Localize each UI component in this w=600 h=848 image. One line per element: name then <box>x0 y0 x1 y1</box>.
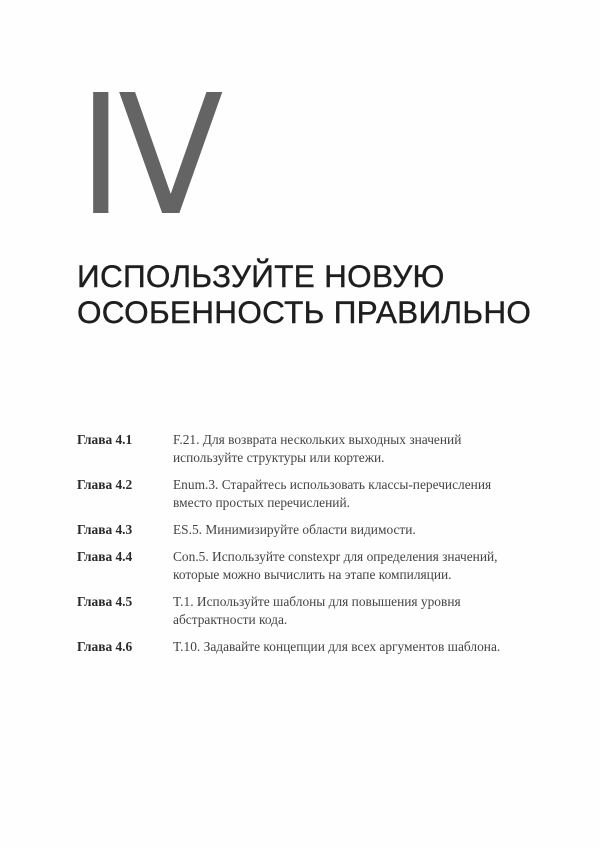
part-title-line-1: ИСПОЛЬЗУЙТЕ НОВУЮ <box>77 258 445 294</box>
chapter-description-line: T.1. Используйте шаблоны для повышения уровня <box>173 594 461 609</box>
chapter-item-4-1 <box>77 431 537 467</box>
part-title <box>77 258 557 330</box>
chapter-item-4-2 <box>77 476 537 512</box>
part-number: IV <box>78 60 218 253</box>
chapter-item-4-4 <box>77 548 537 584</box>
part-title-line-2: ОСОБЕННОСТЬ ПРАВИЛЬНО <box>77 294 532 330</box>
chapter-label: Глава 4.5 <box>77 594 133 609</box>
chapter-item-4-3 <box>77 521 537 539</box>
chapter-description-line: вместо простых перечислений. <box>173 495 350 510</box>
chapter-description-line: T.10. Задавайте концепции для всех аргументов шаблона. <box>173 639 501 654</box>
chapter-label: Глава 4.3 <box>77 522 133 537</box>
chapter-description-line: Con.5. Используйте constexpr для определения значений, <box>173 549 498 564</box>
chapter-description-line: используйте структуры или кортежи. <box>173 450 385 465</box>
chapter-description <box>173 548 537 584</box>
chapter-label: Глава 4.6 <box>77 639 133 654</box>
chapter-description-line: абстрактности кода. <box>173 612 288 627</box>
chapter-list <box>77 431 537 665</box>
chapter-item-4-5 <box>77 593 537 629</box>
chapter-description <box>173 476 537 512</box>
chapter-label: Глава 4.4 <box>77 549 133 564</box>
chapter-description-line: которые можно вычислить на этапе компиляции. <box>173 567 452 582</box>
chapter-label: Глава 4.2 <box>77 477 133 492</box>
chapter-description <box>173 638 537 656</box>
chapter-label: Глава 4.1 <box>77 432 133 447</box>
chapter-item-4-6 <box>77 638 537 656</box>
chapter-description-line: F.21. Для возврата нескольких выходных значений <box>173 432 462 447</box>
chapter-description-line: Enum.3. Старайтесь использовать классы-перечисления <box>173 477 492 492</box>
chapter-description <box>173 593 537 629</box>
chapter-description <box>173 521 537 539</box>
chapter-description-line: ES.5. Минимизируйте области видимости. <box>173 522 416 537</box>
chapter-description <box>173 431 537 467</box>
